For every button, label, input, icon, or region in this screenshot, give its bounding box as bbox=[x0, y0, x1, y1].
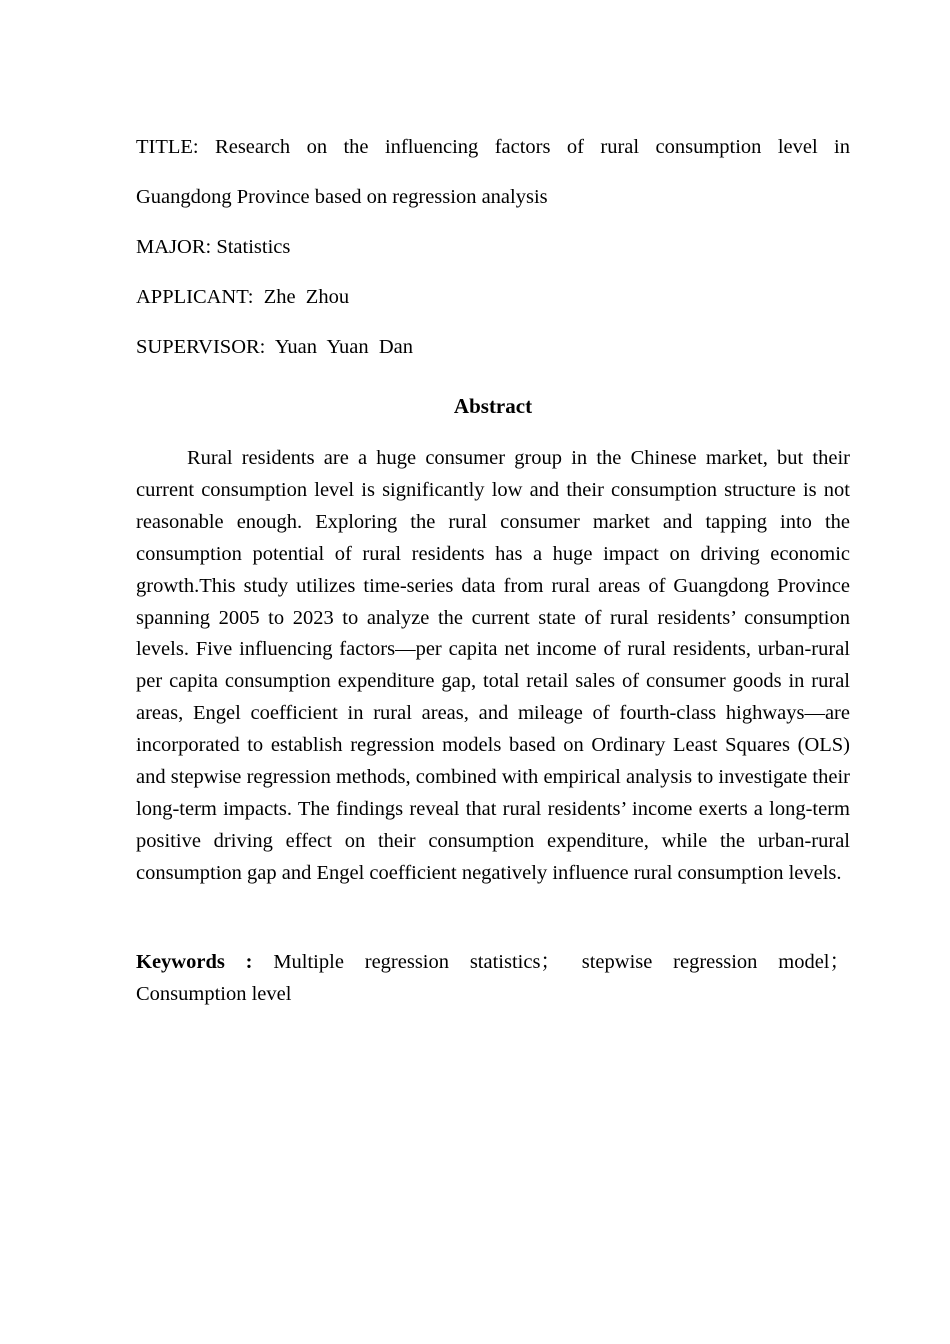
major-line bbox=[136, 222, 850, 272]
keywords-text-line-1: Multiple regression statistics； stepwise regression model； bbox=[273, 950, 851, 973]
abstract-heading: Abstract bbox=[453, 394, 533, 418]
title-label: TITLE: bbox=[136, 136, 199, 158]
supervisor-line bbox=[136, 322, 850, 372]
applicant-label: APPLICANT: bbox=[136, 286, 254, 308]
supervisor-value: Yuan Yuan Dan bbox=[274, 336, 414, 358]
abstract-body: Rural residents are a huge consumer group in the Chinese market, but their current consumption level is significantly low and their consumption structure is not reasonable enough. Exploring the rural consumer market and tapping into the consumption potential of rural residents has a huge impact on driving economic growth.This study utilizes time-series data from rural areas of Guangdong Province spanning 2005 to 2023 to analyze the current state of rural residents’ consumption levels. Five influencing factors—per capita net income of rural residents, urban-rural per capita consumption expenditure gap, total retail sales of consumer goods in rural areas, Engel coefficient in rural areas, and mileage of fourth-class highways—are incorporated to establish regression models based on Ordinary Least Squares (OLS) and stepwise regression methods, combined with empirical analysis to investigate their long-term impacts. The findings reveal that rural residents’ income exerts a long-term positive driving effect on their consumption expenditure, while the urban-rural consumption gap and Engel coefficient negatively influence rural consumption levels. bbox=[136, 447, 850, 884]
keywords-line-1 bbox=[136, 946, 850, 978]
keywords bbox=[136, 946, 850, 1010]
major-value: Statistics bbox=[216, 236, 291, 258]
keywords-text-line-2: Consumption level bbox=[136, 982, 292, 1005]
title-text-line-2: Guangdong Province based on regression analysis bbox=[136, 186, 548, 208]
thesis-title bbox=[136, 122, 850, 222]
title-line-1 bbox=[136, 122, 850, 172]
supervisor-label: SUPERVISOR: bbox=[136, 336, 266, 358]
applicant-value: Zhe Zhou bbox=[263, 286, 350, 308]
applicant-line bbox=[136, 272, 850, 322]
keywords-label: Keywords : bbox=[136, 950, 253, 973]
major-label: MAJOR: bbox=[136, 236, 212, 258]
title-text-line-1: Research on the influencing factors of rural consumption level in bbox=[215, 136, 851, 158]
document-page bbox=[136, 122, 850, 1010]
